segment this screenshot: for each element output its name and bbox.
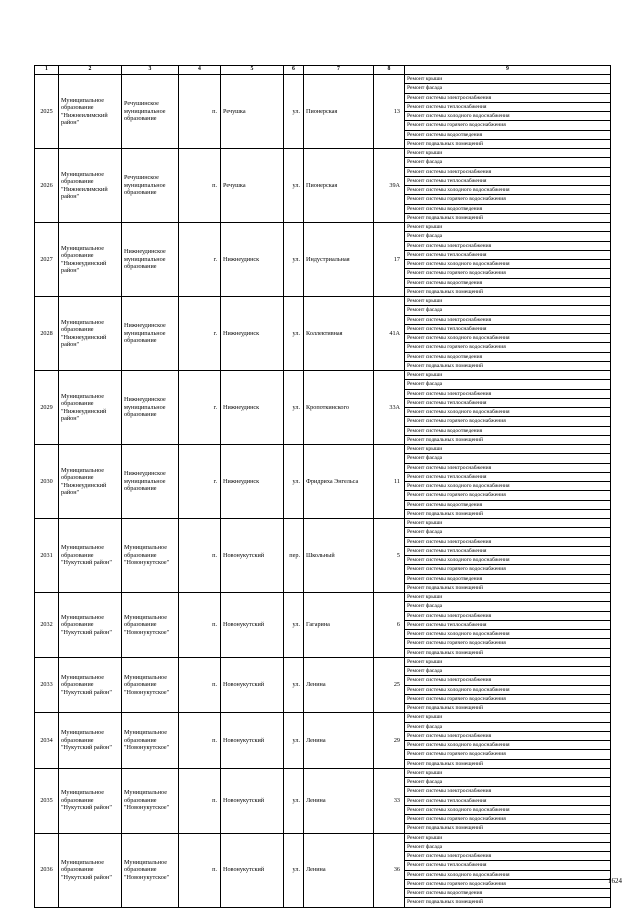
work-item: Ремонт системы горячего водоснабжения bbox=[405, 343, 610, 352]
works-list-cell bbox=[405, 75, 611, 149]
work-item: Ремонт системы теплоснабжения bbox=[405, 103, 610, 112]
work-item: Ремонт системы холодного водоснабжения bbox=[405, 408, 610, 417]
work-item: Ремонт фасада bbox=[405, 306, 610, 315]
work-item: Ремонт крыши bbox=[405, 149, 610, 158]
street-type-cell: ул. bbox=[284, 371, 304, 445]
work-item: Ремонт системы водоотведения bbox=[405, 353, 610, 362]
header-cell: 3 bbox=[122, 66, 179, 75]
work-item: Ремонт системы холодного водоснабжения bbox=[405, 686, 610, 695]
house-number-cell: 41А bbox=[374, 297, 405, 371]
work-item: Ремонт фасада bbox=[405, 454, 610, 463]
table-row bbox=[35, 519, 611, 593]
table-row bbox=[35, 223, 611, 297]
municipality-cell: Муниципальное образование "Новонукутское" bbox=[122, 713, 179, 769]
work-item: Ремонт фасада bbox=[405, 667, 610, 676]
header-cell: 7 bbox=[304, 66, 374, 75]
header-cell: 2 bbox=[59, 66, 122, 75]
work-item: Ремонт системы холодного водоснабжения bbox=[405, 112, 610, 121]
row-number: 2028 bbox=[35, 297, 59, 371]
street-type-cell: ул. bbox=[284, 149, 304, 223]
work-item: Ремонт крыши bbox=[405, 713, 610, 722]
work-item: Ремонт системы электроснабжения bbox=[405, 390, 610, 399]
work-item: Ремонт системы водоотведения bbox=[405, 279, 610, 288]
street-type-cell: ул. bbox=[284, 75, 304, 149]
settlement-type-cell: п. bbox=[179, 75, 221, 149]
street-cell: Индустриальная bbox=[304, 223, 374, 297]
district-cell: Муниципальное образование "Нукутский район" bbox=[59, 519, 122, 593]
district-cell: Муниципальное образование "Нукутский район" bbox=[59, 768, 122, 833]
street-type-cell: ул. bbox=[284, 833, 304, 907]
municipality-cell: Муниципальное образование "Новонукутское" bbox=[122, 657, 179, 713]
table-row bbox=[35, 371, 611, 445]
municipality-cell: Нижнеудинское муниципальное образование bbox=[122, 223, 179, 297]
work-item: Ремонт подвальных помещений bbox=[407, 288, 484, 295]
work-item: Ремонт системы горячего водоснабжения bbox=[405, 195, 610, 204]
row-number: 2026 bbox=[35, 149, 59, 223]
work-item: Ремонт системы водоотведения bbox=[405, 427, 610, 436]
work-item: Ремонт подвальных помещений bbox=[407, 436, 484, 443]
street-type-cell: ул. bbox=[284, 223, 304, 297]
municipality-cell: Речушинское муниципальное образование bbox=[122, 75, 179, 149]
works-list-cell bbox=[405, 519, 611, 593]
table-row bbox=[35, 833, 611, 907]
district-cell: Муниципальное образование "Нукутский район" bbox=[59, 713, 122, 769]
work-item: Ремонт фасада bbox=[405, 380, 610, 389]
street-type-cell: ул. bbox=[284, 768, 304, 833]
work-item: Ремонт крыши bbox=[405, 445, 610, 454]
work-item: Ремонт системы электроснабжения bbox=[405, 538, 610, 547]
table-row bbox=[35, 297, 611, 371]
work-item: Ремонт крыши bbox=[405, 834, 610, 843]
work-item: Ремонт системы электроснабжения bbox=[405, 787, 610, 796]
settlement-type-cell: п. bbox=[179, 713, 221, 769]
district-cell: Муниципальное образование "Нукутский район" bbox=[59, 593, 122, 658]
settlement-cell: Нижнеудинск bbox=[221, 223, 284, 297]
page-number: 1624 bbox=[608, 877, 622, 885]
works-list-cell bbox=[405, 713, 611, 769]
work-item: Ремонт крыши bbox=[405, 593, 610, 602]
work-item: Ремонт фасада bbox=[405, 843, 610, 852]
work-item: Ремонт системы теплоснабжения bbox=[405, 473, 610, 482]
settlement-type-cell: г. bbox=[179, 371, 221, 445]
work-item: Ремонт крыши bbox=[405, 297, 610, 306]
work-item: Ремонт системы горячего водоснабжения bbox=[405, 121, 610, 130]
row-number: 2032 bbox=[35, 593, 59, 658]
work-item: Ремонт фасада bbox=[405, 528, 610, 537]
district-cell: Муниципальное образование "Нижнеудинский район" bbox=[59, 223, 122, 297]
work-item: Ремонт подвальных помещений bbox=[407, 140, 484, 147]
work-item: Ремонт подвальных помещений bbox=[407, 760, 484, 767]
work-item: Ремонт системы электроснабжения bbox=[405, 612, 610, 621]
work-item: Ремонт системы электроснабжения bbox=[405, 852, 610, 861]
works-list-cell bbox=[405, 768, 611, 833]
settlement-type-cell: г. bbox=[179, 297, 221, 371]
district-cell: Муниципальное образование "Нижнеилимский район" bbox=[59, 149, 122, 223]
street-type-cell: пер. bbox=[284, 519, 304, 593]
row-number: 2030 bbox=[35, 445, 59, 519]
work-item: Ремонт системы теплоснабжения bbox=[405, 861, 610, 870]
municipality-cell: Муниципальное образование "Новонукутское" bbox=[122, 593, 179, 658]
street-cell: Школьный bbox=[304, 519, 374, 593]
municipality-cell: Муниципальное образование "Новонукутское" bbox=[122, 833, 179, 907]
table-row bbox=[35, 768, 611, 833]
work-item: Ремонт подвальных помещений bbox=[407, 649, 484, 656]
row-number: 2034 bbox=[35, 713, 59, 769]
settlement-type-cell: г. bbox=[179, 223, 221, 297]
settlement-type-cell: п. bbox=[179, 657, 221, 713]
work-item: Ремонт подвальных помещений bbox=[407, 214, 484, 221]
municipality-cell: Муниципальное образование "Новонукутское" bbox=[122, 768, 179, 833]
work-item: Ремонт системы теплоснабжения bbox=[405, 177, 610, 186]
municipality-cell: Речушинское муниципальное образование bbox=[122, 149, 179, 223]
settlement-cell: Нижнеудинск bbox=[221, 371, 284, 445]
settlement-cell: Новонукутский bbox=[221, 519, 284, 593]
work-item: Ремонт крыши bbox=[405, 223, 610, 232]
work-item: Ремонт подвальных помещений bbox=[407, 705, 484, 711]
work-item: Ремонт системы холодного водоснабжения bbox=[405, 334, 610, 343]
header-row bbox=[35, 66, 611, 75]
row-number: 2033 bbox=[35, 657, 59, 713]
house-number-cell: 17 bbox=[374, 223, 405, 297]
work-item: Ремонт крыши bbox=[405, 658, 610, 667]
row-number: 2029 bbox=[35, 371, 59, 445]
municipality-cell: Муниципальное образование "Новонукутское" bbox=[122, 519, 179, 593]
works-list-cell bbox=[405, 657, 611, 713]
work-item: Ремонт крыши bbox=[405, 769, 610, 778]
table-body bbox=[35, 66, 611, 908]
settlement-type-cell: п. bbox=[179, 149, 221, 223]
work-item: Ремонт крыши bbox=[405, 371, 610, 380]
street-cell: Пионерская bbox=[304, 149, 374, 223]
street-cell: Кропоткинского bbox=[304, 371, 374, 445]
header-cell: 1 bbox=[35, 66, 59, 75]
work-item: Ремонт системы водоотведения bbox=[405, 889, 610, 898]
street-cell: Ленина bbox=[304, 713, 374, 769]
work-item: Ремонт подвальных помещений bbox=[407, 362, 484, 369]
settlement-cell: Новонукутский bbox=[221, 713, 284, 769]
work-item: Ремонт системы горячего водоснабжения bbox=[405, 695, 610, 704]
row-number: 2025 bbox=[35, 75, 59, 149]
work-item: Ремонт системы холодного водоснабжения bbox=[405, 806, 610, 815]
header-cell: 6 bbox=[284, 66, 304, 75]
works-list-cell bbox=[405, 223, 611, 297]
table-row bbox=[35, 593, 611, 658]
work-item: Ремонт фасада bbox=[405, 232, 610, 241]
house-number-cell: 5 bbox=[374, 519, 405, 593]
repair-register-table bbox=[34, 65, 611, 908]
settlement-cell: Новонукутский bbox=[221, 593, 284, 658]
header-cell: 5 bbox=[221, 66, 284, 75]
works-list-cell bbox=[405, 593, 611, 658]
work-item: Ремонт системы горячего водоснабжения bbox=[405, 269, 610, 278]
work-item: Ремонт подвальных помещений bbox=[407, 510, 484, 517]
work-item: Ремонт системы горячего водоснабжения bbox=[405, 815, 610, 824]
work-item: Ремонт системы горячего водоснабжения bbox=[405, 639, 610, 648]
work-item: Ремонт системы водоотведения bbox=[405, 575, 610, 584]
work-item: Ремонт системы холодного водоснабжения bbox=[405, 741, 610, 750]
municipality-cell: Нижнеудинское муниципальное образование bbox=[122, 371, 179, 445]
work-item: Ремонт системы холодного водоснабжения bbox=[405, 630, 610, 639]
work-item: Ремонт системы водоотведения bbox=[405, 205, 610, 214]
work-item: Ремонт фасада bbox=[405, 602, 610, 611]
work-item: Ремонт системы электроснабжения bbox=[405, 316, 610, 325]
works-list-cell bbox=[405, 297, 611, 371]
district-cell: Муниципальное образование "Нукутский район" bbox=[59, 657, 122, 713]
work-item: Ремонт системы холодного водоснабжения bbox=[405, 556, 610, 565]
row-number: 2036 bbox=[35, 833, 59, 907]
work-item: Ремонт системы холодного водоснабжения bbox=[405, 186, 610, 195]
settlement-type-cell: п. bbox=[179, 593, 221, 658]
settlement-cell: Нижнеудинск bbox=[221, 297, 284, 371]
street-type-cell: ул. bbox=[284, 445, 304, 519]
municipality-cell: Нижнеудинское муниципальное образование bbox=[122, 445, 179, 519]
work-item: Ремонт подвальных помещений bbox=[407, 899, 484, 906]
work-item: Ремонт системы теплоснабжения bbox=[405, 251, 610, 260]
street-cell: Фридриха Энгельса bbox=[304, 445, 374, 519]
work-item: Ремонт системы теплоснабжения bbox=[405, 621, 610, 630]
work-item: Ремонт системы электроснабжения bbox=[405, 464, 610, 473]
district-cell: Муниципальное образование "Нукутский район" bbox=[59, 833, 122, 907]
work-item: Ремонт фасада bbox=[405, 84, 610, 93]
street-type-cell: ул. bbox=[284, 713, 304, 769]
work-item: Ремонт системы водоотведения bbox=[405, 131, 610, 140]
settlement-cell: Новонукутский bbox=[221, 768, 284, 833]
work-item: Ремонт фасада bbox=[405, 158, 610, 167]
work-item: Ремонт системы теплоснабжения bbox=[405, 325, 610, 334]
street-type-cell: ул. bbox=[284, 657, 304, 713]
settlement-type-cell: п. bbox=[179, 519, 221, 593]
table-row bbox=[35, 149, 611, 223]
table-row bbox=[35, 75, 611, 149]
municipality-cell: Нижнеудинское муниципальное образование bbox=[122, 297, 179, 371]
work-item: Ремонт системы теплоснабжения bbox=[405, 797, 610, 806]
street-cell: Коллективная bbox=[304, 297, 374, 371]
works-list-cell bbox=[405, 833, 611, 907]
settlement-cell: Новонукутский bbox=[221, 657, 284, 713]
work-item: Ремонт системы горячего водоснабжения bbox=[405, 880, 610, 889]
house-number-cell: 13 bbox=[374, 75, 405, 149]
work-item: Ремонт подвальных помещений bbox=[407, 825, 484, 832]
district-cell: Муниципальное образование "Нижнеилимский район" bbox=[59, 75, 122, 149]
house-number-cell: 11 bbox=[374, 445, 405, 519]
house-number-cell: 6 bbox=[374, 593, 405, 658]
street-cell: Ленина bbox=[304, 657, 374, 713]
work-item: Ремонт системы электроснабжения bbox=[405, 168, 610, 177]
settlement-cell: Нижнеудинск bbox=[221, 445, 284, 519]
work-item: Ремонт системы холодного водоснабжения bbox=[405, 260, 610, 269]
work-item: Ремонт системы теплоснабжения bbox=[405, 399, 610, 408]
settlement-cell: Речушка bbox=[221, 149, 284, 223]
work-item: Ремонт системы горячего водоснабжения bbox=[405, 565, 610, 574]
house-number-cell: 25 bbox=[374, 657, 405, 713]
work-item: Ремонт системы холодного водоснабжения bbox=[405, 871, 610, 880]
street-cell: Пионерская bbox=[304, 75, 374, 149]
row-number: 2035 bbox=[35, 768, 59, 833]
house-number-cell: 36 bbox=[374, 833, 405, 907]
work-item: Ремонт системы электроснабжения bbox=[405, 732, 610, 741]
work-item: Ремонт крыши bbox=[405, 75, 610, 84]
house-number-cell: 39А bbox=[374, 149, 405, 223]
work-item: Ремонт системы горячего водоснабжения bbox=[405, 491, 610, 500]
settlement-type-cell: г. bbox=[179, 445, 221, 519]
settlement-cell: Речушка bbox=[221, 75, 284, 149]
works-list-cell bbox=[405, 149, 611, 223]
row-number: 2031 bbox=[35, 519, 59, 593]
work-item: Ремонт фасада bbox=[405, 778, 610, 787]
street-type-cell: ул. bbox=[284, 593, 304, 658]
street-cell: Ленина bbox=[304, 833, 374, 907]
header-cell: 4 bbox=[179, 66, 221, 75]
district-cell: Муниципальное образование "Нижнеудинский район" bbox=[59, 371, 122, 445]
district-cell: Муниципальное образование "Нижнеудинский район" bbox=[59, 297, 122, 371]
district-cell: Муниципальное образование "Нижнеудинский район" bbox=[59, 445, 122, 519]
settlement-cell: Новонукутский bbox=[221, 833, 284, 907]
house-number-cell: 29 bbox=[374, 713, 405, 769]
header-cell: 8 bbox=[374, 66, 405, 75]
street-cell: Гагарина bbox=[304, 593, 374, 658]
settlement-type-cell: п. bbox=[179, 833, 221, 907]
table-row bbox=[35, 713, 611, 769]
work-item: Ремонт подвальных помещений bbox=[407, 584, 484, 591]
work-item: Ремонт системы горячего водоснабжения bbox=[405, 750, 610, 759]
works-list-cell bbox=[405, 445, 611, 519]
table-row bbox=[35, 445, 611, 519]
work-item: Ремонт системы горячего водоснабжения bbox=[405, 417, 610, 426]
work-item: Ремонт системы холодного водоснабжения bbox=[405, 482, 610, 491]
house-number-cell: 33 bbox=[374, 768, 405, 833]
table-row bbox=[35, 657, 611, 713]
settlement-type-cell: п. bbox=[179, 768, 221, 833]
street-cell: Ленина bbox=[304, 768, 374, 833]
work-item: Ремонт системы электроснабжения bbox=[405, 676, 610, 685]
house-number-cell: 33А bbox=[374, 371, 405, 445]
work-item: Ремонт крыши bbox=[405, 519, 610, 528]
row-number: 2027 bbox=[35, 223, 59, 297]
work-item: Ремонт системы водоотведения bbox=[405, 501, 610, 510]
header-cell: 9 bbox=[405, 66, 611, 75]
work-item: Ремонт системы электроснабжения bbox=[405, 242, 610, 251]
work-item: Ремонт системы электроснабжения bbox=[405, 94, 610, 103]
works-list-cell bbox=[405, 371, 611, 445]
work-item: Ремонт системы теплоснабжения bbox=[405, 547, 610, 556]
street-type-cell: ул. bbox=[284, 297, 304, 371]
work-item: Ремонт фасада bbox=[405, 723, 610, 732]
